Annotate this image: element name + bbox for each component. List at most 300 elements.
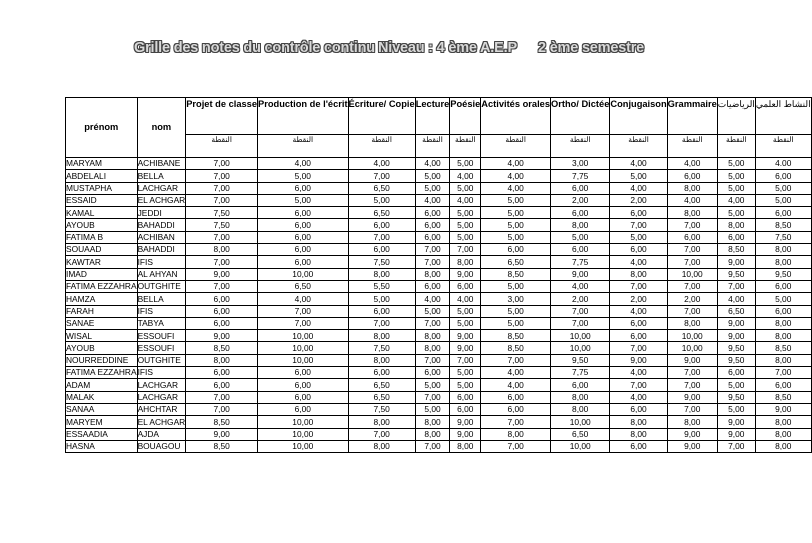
student-prenom: FATIMA EZZAHRA: [66, 367, 137, 378]
student-prenom: ADAM: [66, 379, 138, 391]
student-prenom: KAWTAR: [66, 256, 138, 268]
note-label: النقطة: [551, 135, 610, 158]
grade-cell: 8,00: [348, 440, 415, 452]
grade-cell: 8,00: [415, 268, 450, 280]
col-header-subject: الرياضيات: [717, 98, 755, 135]
grade-cell: 6,50: [348, 391, 415, 403]
grade-cell: 8,00: [481, 428, 551, 440]
grade-cell: 2,00: [610, 194, 667, 206]
title-semester: 2 ème semestre: [538, 40, 645, 56]
grade-cell: 10,00: [258, 428, 349, 440]
grade-cell: 4,00: [667, 158, 717, 170]
grade-cell: 7,00: [186, 194, 258, 206]
grade-cell: 6,00: [481, 244, 551, 256]
grade-cell: 6,50: [551, 428, 610, 440]
student-prenom: WISAL: [66, 330, 138, 342]
grade-cell: 8,50: [717, 244, 755, 256]
grade-cell: 10,00: [667, 342, 717, 354]
grade-cell: 7,00: [755, 367, 811, 379]
student-prenom: AYOUB: [66, 219, 138, 231]
grade-cell: 6,00: [755, 305, 811, 317]
col-header-subject: Activités orales: [481, 98, 551, 135]
grade-cell: 7,00: [551, 317, 610, 329]
grade-cell: 4,00: [610, 256, 667, 268]
student-nom: BELLA: [137, 293, 186, 305]
grade-cell: 6,00: [551, 182, 610, 194]
student-prenom: SOUAAD: [66, 244, 138, 256]
col-header-subject: Conjugaison: [610, 98, 667, 135]
grade-cell: 8,00: [450, 440, 481, 452]
note-label: النقطة: [755, 135, 811, 158]
title-level: Niveau : 4 ème A.E.P: [378, 40, 517, 56]
student-nom: ESSOUFI: [137, 342, 186, 354]
grade-cell: 6,00: [755, 280, 811, 292]
student-prenom: SANAA: [66, 403, 138, 415]
grade-cell: 7,00: [186, 158, 258, 170]
student-nom: TABYA: [137, 317, 186, 329]
grade-cell: 7,00: [415, 391, 450, 403]
grade-cell: 7,00: [186, 391, 258, 403]
grade-cell: 7,00: [481, 440, 551, 452]
col-header-subject: Projet de classe: [186, 98, 258, 135]
grade-cell: 5,00: [481, 305, 551, 317]
note-label: النقطة: [450, 135, 481, 158]
grade-cell: 6,00: [667, 231, 717, 243]
grade-cell: 5,00: [610, 170, 667, 182]
grade-cell: 4,00: [610, 391, 667, 403]
grade-cell: 9,00: [667, 440, 717, 452]
grade-cell: 6,00: [667, 170, 717, 182]
grade-cell: 7,50: [348, 342, 415, 354]
grade-cell: 5,00: [450, 207, 481, 219]
col-header-subject: Grammaire: [667, 98, 717, 135]
grade-cell: 7,00: [667, 367, 717, 379]
grade-cell: 9,00: [551, 268, 610, 280]
grade-cell: 7,00: [667, 403, 717, 415]
table-row: [66, 379, 812, 391]
grade-cell: 4,00: [610, 182, 667, 194]
grade-cell: 8,00: [348, 330, 415, 342]
student-prenom: MUSTAPHA: [66, 182, 138, 194]
grade-cell: 8,00: [610, 416, 667, 428]
grade-cell: 9,00: [186, 428, 258, 440]
grade-cell: 4,00: [258, 293, 349, 305]
grade-cell: 7,00: [186, 170, 258, 182]
grade-cell: 9,00: [450, 428, 481, 440]
col-header-subject: Production de l'écrit: [258, 98, 349, 135]
grade-cell: 8,00: [667, 182, 717, 194]
grade-cell: 4,00: [258, 158, 349, 170]
student-nom: EL ACHGAR: [137, 195, 186, 206]
grade-cell: 4,00: [481, 170, 551, 182]
grade-cell: 5,00: [481, 219, 551, 231]
grade-cell: 7,00: [450, 354, 481, 366]
grade-cell: 6,00: [450, 280, 481, 292]
grade-cell: 6,00: [348, 244, 415, 256]
grade-cell: 5,00: [717, 170, 755, 182]
grade-cell: 6,50: [481, 256, 551, 268]
grade-cell: 8,00: [186, 244, 258, 256]
grade-cell: 4,00: [450, 194, 481, 206]
grade-cell: 7,50: [348, 256, 415, 268]
grade-cell: 7,00: [258, 305, 349, 317]
student-prenom: HAMZA: [66, 293, 138, 305]
grade-cell: 6,00: [450, 391, 481, 403]
grade-cell: 9,00: [450, 330, 481, 342]
grade-cell: 5,00: [450, 182, 481, 194]
grade-cell: 9,00: [610, 354, 667, 366]
grade-cell: 5,00: [415, 305, 450, 317]
grade-cell: 6,00: [186, 367, 258, 379]
student-nom: OUTGHITE: [137, 354, 186, 366]
grade-cell: 8,00: [415, 342, 450, 354]
grade-cell: 8,00: [450, 256, 481, 268]
grade-cell: 7,00: [348, 231, 415, 243]
grade-cell: 6,00: [415, 219, 450, 231]
grade-cell: 9,00: [450, 342, 481, 354]
grade-cell: 10,00: [667, 268, 717, 280]
grade-cell: 7,00: [258, 317, 349, 329]
grade-cell: 7,00: [186, 403, 258, 415]
grade-cell: 7,75: [551, 367, 610, 379]
student-prenom: ESSAADIA: [66, 428, 138, 440]
grade-cell: 5,00: [551, 231, 610, 243]
table-row: [66, 244, 812, 256]
table-row: [66, 268, 812, 280]
grade-cell: 9,50: [717, 354, 755, 366]
grade-cell: 5,00: [755, 293, 811, 305]
student-prenom: NOURREDDINE: [66, 354, 138, 366]
note-label: النقطة: [717, 135, 755, 158]
student-prenom: IMAD: [66, 268, 138, 280]
grade-cell: 6,00: [755, 207, 811, 219]
note-label: النقطة: [481, 135, 551, 158]
grade-cell: 7,00: [610, 379, 667, 391]
col-header-subject: Écriture/ Copie: [348, 98, 415, 135]
table-row: [66, 219, 812, 231]
student-prenom: AYOUB: [66, 342, 138, 354]
grade-cell: 8,50: [481, 330, 551, 342]
grade-cell: 6,50: [717, 305, 755, 317]
table-row: [66, 231, 812, 243]
grade-cell: 6,00: [258, 219, 349, 231]
grade-cell: 9,00: [667, 428, 717, 440]
student-prenom: ABDELALI: [66, 170, 138, 182]
grade-cell: 4,00: [415, 194, 450, 206]
student-nom: BELLA: [137, 170, 186, 182]
grade-cell: 6,00: [348, 305, 415, 317]
grade-cell: 5,00: [450, 158, 481, 170]
grade-cell: 8,00: [551, 391, 610, 403]
grade-cell: 6,00: [258, 256, 349, 268]
grade-cell: 6,00: [755, 379, 811, 391]
grade-cell: 10,00: [551, 342, 610, 354]
student-nom: ACHIBAN: [137, 231, 186, 243]
grade-cell: 7,00: [667, 280, 717, 292]
grade-cell: 4,00: [551, 280, 610, 292]
grade-cell: 8,50: [755, 219, 811, 231]
table-row: [66, 367, 812, 379]
grade-cell: 4,00: [610, 305, 667, 317]
table-row: [66, 330, 812, 342]
grade-cell: 9,50: [551, 354, 610, 366]
grade-cell: 7,00: [717, 440, 755, 452]
table-row: [66, 354, 812, 366]
grade-cell: 10,00: [258, 416, 349, 428]
grade-cell: 10,00: [258, 330, 349, 342]
grade-cell: 9,00: [450, 416, 481, 428]
student-nom: ACHIBANE: [137, 158, 186, 170]
grade-cell: 4,00: [717, 293, 755, 305]
grade-cell: 9,50: [717, 342, 755, 354]
grade-cell: 6,00: [481, 403, 551, 415]
grade-cell: 9,00: [755, 403, 811, 415]
grade-cell: 8,00: [415, 416, 450, 428]
grade-cell: 8,00: [551, 219, 610, 231]
grade-cell: 8,00: [610, 428, 667, 440]
student-prenom: KAMAL: [66, 207, 138, 219]
grade-cell: 5,00: [755, 182, 811, 194]
grade-cell: 5,00: [755, 194, 811, 206]
grade-cell: 7,00: [610, 280, 667, 292]
grade-cell: 6,00: [258, 367, 349, 379]
note-label: النقطة: [348, 135, 415, 158]
grade-cell: 8,00: [755, 428, 811, 440]
table-row: [66, 170, 812, 182]
grade-cell: 7,00: [610, 219, 667, 231]
table-row: [66, 342, 812, 354]
grade-cell: 9,50: [717, 268, 755, 280]
grade-cell: 8,50: [186, 440, 258, 452]
grade-cell: 6,00: [258, 379, 349, 391]
grade-cell: 6,00: [551, 244, 610, 256]
grade-cell: 2,00: [610, 293, 667, 305]
table-row: [66, 182, 812, 194]
grade-cell: 5,00: [258, 170, 349, 182]
table-row: [66, 256, 812, 268]
grade-cell: 5,00: [481, 231, 551, 243]
grade-cell: 10,00: [551, 330, 610, 342]
table-row: [66, 440, 812, 452]
grade-cell: 7,00: [667, 379, 717, 391]
student-prenom: FATIMA EZZAHRA: [66, 281, 137, 292]
grade-cell: 7,00: [348, 170, 415, 182]
col-header-nom: nom: [137, 98, 186, 158]
grade-cell: 5,00: [348, 293, 415, 305]
student-rows: [66, 158, 812, 453]
grade-cell: 5,00: [450, 219, 481, 231]
grade-cell: 4,00: [415, 158, 450, 170]
grade-cell: 8,50: [755, 391, 811, 403]
grade-cell: 7,00: [667, 244, 717, 256]
grade-cell: 4,00: [610, 158, 667, 170]
grade-cell: 8,00: [755, 354, 811, 366]
grade-cell: 7,00: [186, 182, 258, 194]
grade-cell: 4,00: [348, 158, 415, 170]
student-prenom: MALAK: [66, 391, 138, 403]
grade-cell: 8,50: [755, 342, 811, 354]
grade-cell: 7,00: [481, 416, 551, 428]
grade-cell: 8,00: [415, 330, 450, 342]
grade-cell: 7,00: [415, 354, 450, 366]
grade-cell: 9,50: [755, 268, 811, 280]
grade-cell: 7,00: [667, 219, 717, 231]
header-row: [66, 98, 812, 135]
grade-cell: 6,00: [415, 207, 450, 219]
note-label: النقطة: [186, 135, 258, 158]
grade-cell: 7,00: [415, 244, 450, 256]
grade-cell: 9,00: [667, 391, 717, 403]
grade-cell: 8,00: [667, 317, 717, 329]
grade-cell: 10,00: [551, 440, 610, 452]
grade-cell: 7,75: [551, 170, 610, 182]
grade-cell: 8,50: [186, 416, 258, 428]
table-row: [66, 391, 812, 403]
grade-cell: 8,00: [415, 428, 450, 440]
grade-cell: 9,00: [717, 330, 755, 342]
grade-cell: 9,00: [717, 317, 755, 329]
table-row: [66, 403, 812, 415]
grade-cell: 3,00: [481, 293, 551, 305]
grade-cell: 6,00: [186, 305, 258, 317]
student-nom: BAHADDI: [137, 219, 186, 231]
grade-cell: 7,00: [186, 280, 258, 292]
grade-cell: 9,00: [667, 354, 717, 366]
grade-cell: 6,00: [348, 367, 415, 379]
grade-cell: 6,00: [610, 317, 667, 329]
grade-cell: 6,00: [755, 170, 811, 182]
grade-cell: 10,00: [551, 416, 610, 428]
grade-cell: 7,50: [348, 403, 415, 415]
grade-cell: 7,00: [348, 317, 415, 329]
grade-cell: 4,00: [481, 379, 551, 391]
grade-cell: 5,00: [481, 194, 551, 206]
grade-cell: 6,00: [258, 391, 349, 403]
grade-cell: 6,00: [186, 317, 258, 329]
grade-cell: 8,00: [186, 354, 258, 366]
student-nom: AJDA: [137, 428, 186, 440]
student-nom: BAHADDI: [137, 244, 186, 256]
student-nom: BOUAGOU: [137, 440, 186, 452]
student-nom: AL AHYAN: [137, 268, 186, 280]
grade-cell: 5,00: [717, 379, 755, 391]
grade-cell: 5,00: [415, 403, 450, 415]
grade-cell: 8,00: [348, 416, 415, 428]
grade-cell: 4,00: [717, 194, 755, 206]
grade-cell: 8,50: [481, 342, 551, 354]
grade-cell: 9,00: [717, 428, 755, 440]
grade-cell: 7,00: [186, 231, 258, 243]
grade-cell: 4,00: [481, 182, 551, 194]
grade-cell: 6,00: [610, 440, 667, 452]
student-nom: LACHGAR: [137, 182, 186, 194]
student-prenom: MARYAM: [66, 158, 138, 170]
grade-cell: 8,00: [755, 244, 811, 256]
grade-cell: 7,50: [186, 207, 258, 219]
grade-cell: 4,00: [481, 367, 551, 379]
grade-cell: 7,50: [755, 231, 811, 243]
grade-cell: 8,50: [186, 342, 258, 354]
student-prenom: FATIMA B: [66, 231, 138, 243]
student-nom: IFIS: [137, 305, 186, 317]
grade-cell: 7,00: [348, 428, 415, 440]
grade-cell: 4,00: [481, 158, 551, 170]
student-nom: ESSOUFI: [137, 330, 186, 342]
grade-cell: 7,00: [481, 354, 551, 366]
table-row: [66, 293, 812, 305]
table-row: [66, 207, 812, 219]
grade-cell: 10,00: [258, 354, 349, 366]
grade-cell: 7,00: [415, 317, 450, 329]
grade-cell: 5,00: [481, 317, 551, 329]
col-header-subject: Lecture: [415, 98, 450, 135]
table-row: [66, 416, 812, 428]
grade-cell: 5,00: [717, 207, 755, 219]
grade-cell: 7,00: [450, 244, 481, 256]
grade-cell: 7,50: [186, 219, 258, 231]
table-row: [66, 158, 812, 170]
grade-cell: 4,00: [450, 293, 481, 305]
grade-cell: 7,00: [610, 342, 667, 354]
grades-table: [65, 97, 812, 453]
student-prenom: ESSAID: [66, 194, 138, 206]
grade-cell: 5,00: [415, 170, 450, 182]
grade-cell: 4.00: [755, 158, 811, 170]
grade-cell: 7,00: [186, 256, 258, 268]
grade-cell: 5,00: [717, 182, 755, 194]
table-row: [66, 280, 812, 292]
grade-cell: 6,00: [450, 403, 481, 415]
grade-cell: 5,50: [348, 280, 415, 292]
grade-cell: 10,00: [667, 330, 717, 342]
grade-cell: 7,00: [551, 305, 610, 317]
table-row: [66, 194, 812, 206]
title-main: Grille des notes du contrôle continu 1: [134, 40, 387, 56]
student-nom: LACHGAR: [137, 379, 186, 391]
grade-cell: 5,00: [450, 379, 481, 391]
grade-cell: 9,00: [186, 330, 258, 342]
grade-cell: 6,00: [610, 207, 667, 219]
grade-cell: 6,00: [258, 182, 349, 194]
grade-cell: 6,00: [717, 367, 755, 379]
grade-cell: 8,00: [755, 416, 811, 428]
student-nom: IFIS: [137, 367, 186, 379]
grade-cell: 8,00: [755, 330, 811, 342]
grade-cell: 2,00: [551, 293, 610, 305]
grade-cell: 9,00: [450, 268, 481, 280]
grade-cell: 8,00: [717, 219, 755, 231]
grade-cell: 8,00: [667, 207, 717, 219]
grade-cell: 7,00: [415, 440, 450, 452]
grade-cell: 9,00: [717, 256, 755, 268]
student-nom: LACHGAR: [137, 391, 186, 403]
grade-cell: 6,00: [610, 403, 667, 415]
grade-cell: 6,00: [610, 330, 667, 342]
grade-cell: 5,00: [717, 158, 755, 170]
grade-cell: 6,50: [348, 182, 415, 194]
note-label: النقطة: [610, 135, 667, 158]
grade-cell: 6,00: [258, 207, 349, 219]
student-prenom: HASNA: [66, 440, 138, 452]
grade-cell: 5,00: [450, 367, 481, 379]
grade-cell: 6,00: [481, 391, 551, 403]
grade-cell: 6,00: [348, 219, 415, 231]
grade-cell: 9,00: [186, 268, 258, 280]
grade-cell: 6,50: [348, 379, 415, 391]
student-nom: OUTGHITE: [137, 280, 186, 292]
grade-cell: 7,75: [551, 256, 610, 268]
col-header-subject: Ortho/ Dictée: [551, 98, 610, 135]
